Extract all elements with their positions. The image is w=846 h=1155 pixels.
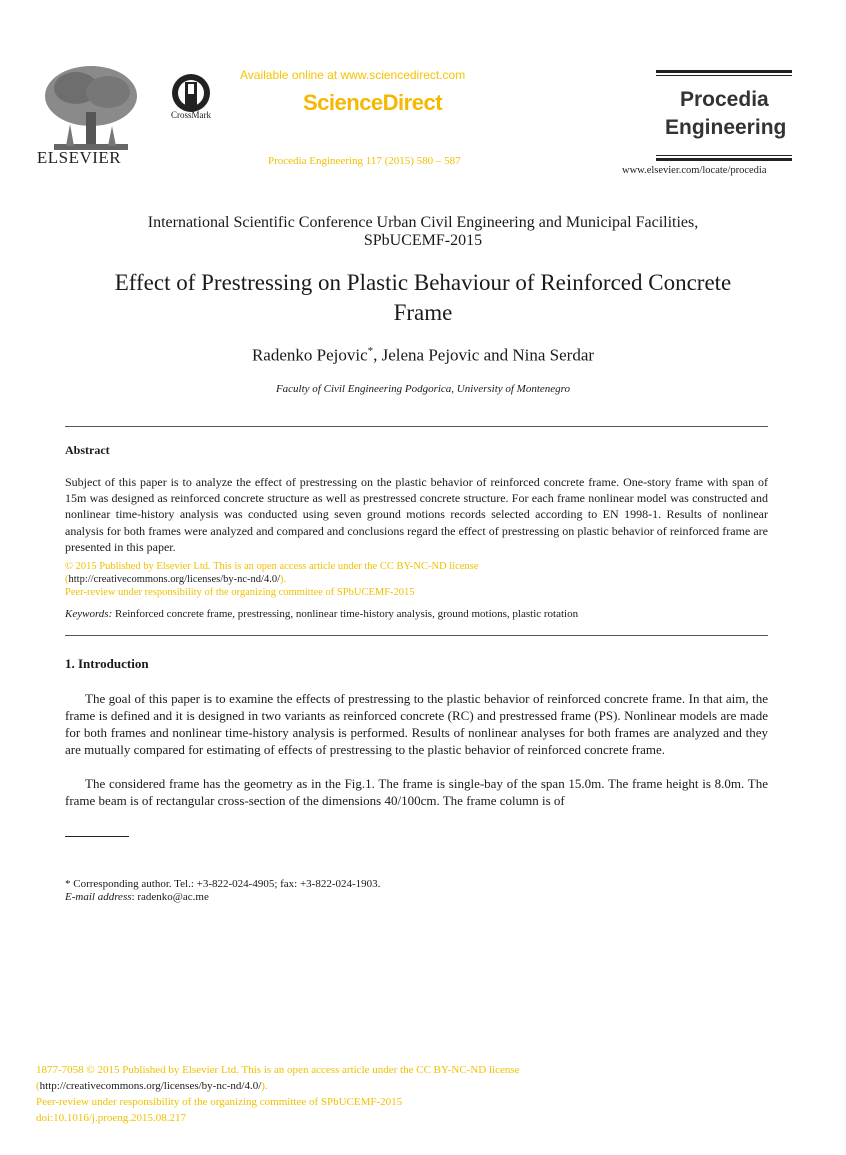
author-primary: Radenko Pejovic	[251, 345, 368, 365]
crossmark-label: CrossMark	[171, 110, 211, 120]
journal-top-rule	[656, 70, 792, 73]
paper-title-line2: Frame	[393, 300, 453, 325]
author-list	[40, 345, 806, 366]
conference-name	[40, 214, 806, 250]
publisher-name: ELSEVIER	[36, 148, 122, 167]
journal-title-line1: Procedia	[680, 88, 769, 111]
journal-bottom-rule-thin	[656, 155, 792, 156]
abstract-heading: Abstract	[65, 443, 110, 457]
journal-title-line2: Engineering	[665, 116, 787, 139]
footer-paren-open: (	[36, 1080, 40, 1092]
license-url-line	[65, 574, 286, 585]
footer-paren-close: ).	[261, 1080, 268, 1092]
license-paren-close: ).	[280, 574, 287, 585]
email-label: E-mail address	[65, 891, 132, 903]
footer-license-url-line	[36, 1080, 268, 1092]
sciencedirect-logo[interactable]: ScienceDirect	[303, 90, 443, 115]
author-others: , Jelena Pejovic and Nina Serdar	[373, 345, 595, 365]
intro-paragraph-1: The goal of this paper is to examine the effects of prestressing to the plastic behavior of reinforced concrete frame. In that aim, the frame is defined and it is designed in two variants as reinforced concrete (RC) and prestressed frame (PS). Nonlinear models are made for both frames and nonlinear time-history analysis is performed. Results of nonlinear analyses for both frames are analyzed and they are mutually compared for estimating of effects of prestressing to the plastic behavior of reinforced concrete frame.	[65, 691, 768, 757]
available-online-link[interactable]: Available online at www.sciencedirect.com	[240, 68, 466, 82]
section-heading-introduction: 1. Introduction	[65, 656, 149, 671]
peer-review-statement: Peer-review under responsibility of the organizing committee of SPbUCEMF-2015	[65, 587, 415, 598]
footer-license-url-link[interactable]: http://creativecommons.org/licenses/by-nc-nd/4.0/	[39, 1080, 262, 1092]
corresponding-author-footnote: * Corresponding author. Tel.: +3-822-024-4905; fax: +3-822-024-1903.	[65, 878, 381, 890]
corresponding-author-mark[interactable]: *	[367, 345, 374, 357]
footnote-rule	[65, 836, 129, 837]
license-statement: © 2015 Published by Elsevier Ltd. This is an open access article under the CC BY-NC-ND license	[65, 561, 479, 572]
intro-paragraph-2: The considered frame has the geometry as in the Fig.1. The frame is single-bay of the span 15.0m. The frame height is 8.0m. The frame beam is of rectangular cross-section of the dimensions 40/100cm. The frame column is of	[65, 776, 768, 808]
abstract-top-rule	[65, 426, 768, 427]
license-paren-open: (	[65, 574, 69, 585]
paper-title	[40, 268, 806, 328]
journal-url-link[interactable]: www.elsevier.com/locate/procedia	[622, 165, 767, 176]
paper-title-line1: Effect of Prestressing on Plastic Behaviour of Reinforced Concrete	[114, 270, 732, 295]
conference-line2: SPbUCEMF-2015	[363, 232, 483, 249]
journal-top-rule-thin	[656, 75, 792, 76]
journal-bottom-rule	[656, 158, 792, 161]
journal-reference: Procedia Engineering 117 (2015) 580 – 587	[268, 155, 461, 167]
footer-doi-link[interactable]: doi:10.1016/j.proeng.2015.08.217	[36, 1112, 187, 1124]
abstract-bottom-rule	[65, 635, 768, 636]
keywords-list: Reinforced concrete frame, prestressing, nonlinear time-history analysis, ground motions, plastic rotation	[112, 608, 579, 620]
email-footnote	[65, 891, 209, 903]
keywords-line	[65, 608, 578, 620]
conference-line1: International Scientific Conference Urban Civil Engineering and Municipal Facilities,	[147, 214, 699, 231]
license-url-link[interactable]: http://creativecommons.org/licenses/by-nc-nd/4.0/	[68, 574, 281, 585]
footer-peer-review: Peer-review under responsibility of the organizing committee of SPbUCEMF-2015	[36, 1096, 403, 1108]
affiliation: Faculty of Civil Engineering Podgorica, University of Montenegro	[275, 383, 571, 395]
keywords-label: Keywords:	[65, 608, 113, 620]
email-address[interactable]: : radenko@ac.me	[131, 891, 209, 903]
abstract-text: Subject of this paper is to analyze the effect of prestressing on the plastic behavior of reinforced concrete frame. One-story frame with span of 15m was designed as reinforced concrete structure as well as prestressed concrete structure. For each frame nonlinear model was constructed and nonlinear time-history analysis was conducted using seven ground motions records selected according to EN 1998-1. Results of nonlinear analysis for both frames were analyzed and compared and conclusions regard the effect of prestressing on plastic behavior of reinforced frame are presented in this paper.	[65, 475, 768, 554]
footer-issn-license: 1877-7058 © 2015 Published by Elsevier Ltd. This is an open access article under the CC BY-NC-ND license	[36, 1064, 520, 1076]
